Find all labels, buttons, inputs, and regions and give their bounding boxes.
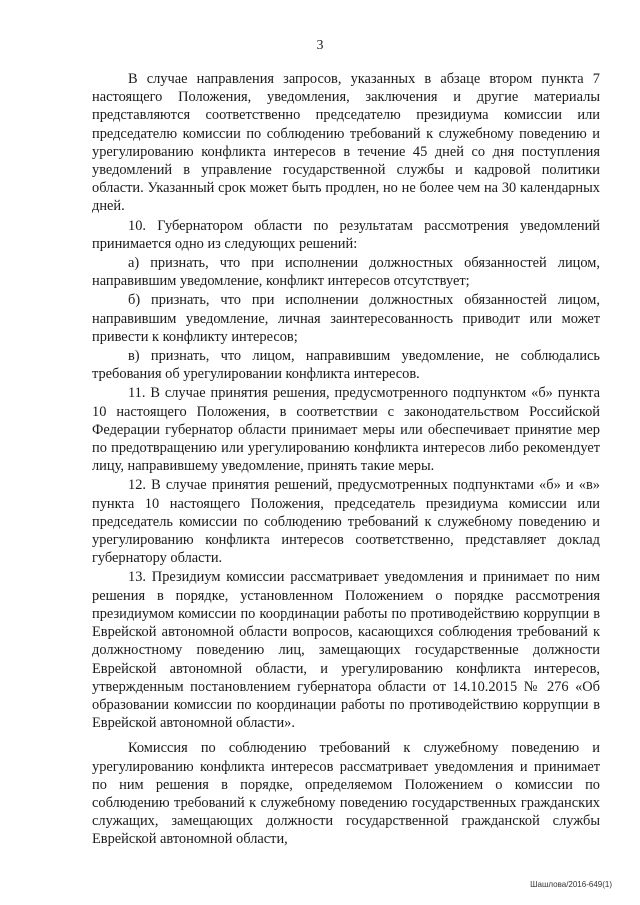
document-body — [92, 70, 600, 850]
paragraph-item-13: 13. Президиум комиссии рассматривает уведомления и принимает по ним решения в порядке, установленном Положением о порядке рассмотрения президиумом комиссии по координации работы по противодействию коррупции в Еврейской автономной области вопросов, касающихся соблюдения требований к должностному поведению лиц, замещающих государственные должности Еврейской автономной области, и урегулированию конфликта интересов, утвержденным постановлением губернатора области от 14.10.2015 № 276 «Об образовании комиссии по координации работы по противодействию коррупции в Еврейской автономной области». — [92, 569, 600, 732]
paragraph-item-10v: в) признать, что лицом, направившим уведомление, не соблюдались требования об урегулировании конфликта интересов. — [92, 348, 600, 383]
paragraph-item-10: 10. Губернатором области по результатам рассмотрения уведомлений принимается одно из следующих решений: — [92, 217, 600, 252]
paragraph-item-11: 11. В случае принятия решения, предусмотренного подпунктом «б» пункта 10 настоящего Положения, в соответствии с законодательством Российской Федерации губернатор области принимает меры или обеспечивает принятие мер по предотвращению или урегулированию конфликта интересов либо рекомендует лицу, направившему уведомление, принять такие меры. — [92, 385, 600, 475]
page-number: 3 — [316, 38, 324, 53]
paragraph-commission: Комиссия по соблюдению требований к служебному поведению и урегулированию конфликта интересов рассматривает уведомления и принимает по ним решения в порядке, определяемом Положением о комиссии по соблюдению требований к служебному поведению государственных гражданских служащих, замещающих должности государственной гражданской службы Еврейской автономной области, — [92, 740, 600, 848]
footer-reference: Шашлова/2016-649(1) — [530, 880, 612, 889]
paragraph-item-10b: б) признать, что при исполнении должностных обязанностей лицом, направившим уведомление, личная заинтересованность приводит или может привести к конфликту интересов; — [92, 292, 600, 345]
paragraph-item-10a: а) признать, что при исполнении должностных обязанностей лицом, направившим уведомление, конфликт интересов отсутствует; — [92, 255, 600, 290]
paragraph-requests: В случае направления запросов, указанных в абзаце втором пункта 7 настоящего Положения, уведомления, заключения и другие материалы представляются соответственно председателю президиума комиссии или председателю комиссии по соблюдению требований к служебному поведению и урегулированию конфликта интересов в течение 45 дней со дня поступления уведомлений в управление государственной службы и кадровой политики области. Указанный срок может быть продлен, но не более чем на 30 календарных дней. — [92, 71, 600, 215]
paragraph-item-12: 12. В случае принятия решений, предусмотренных подпунктами «б» и «в» пункта 10 настоящего Положения, председатель президиума комиссии или председатель комиссии по соблюдению требований к служебному поведению и урегулированию конфликта интересов соответственно, представляет доклад губернатору области. — [92, 477, 600, 567]
